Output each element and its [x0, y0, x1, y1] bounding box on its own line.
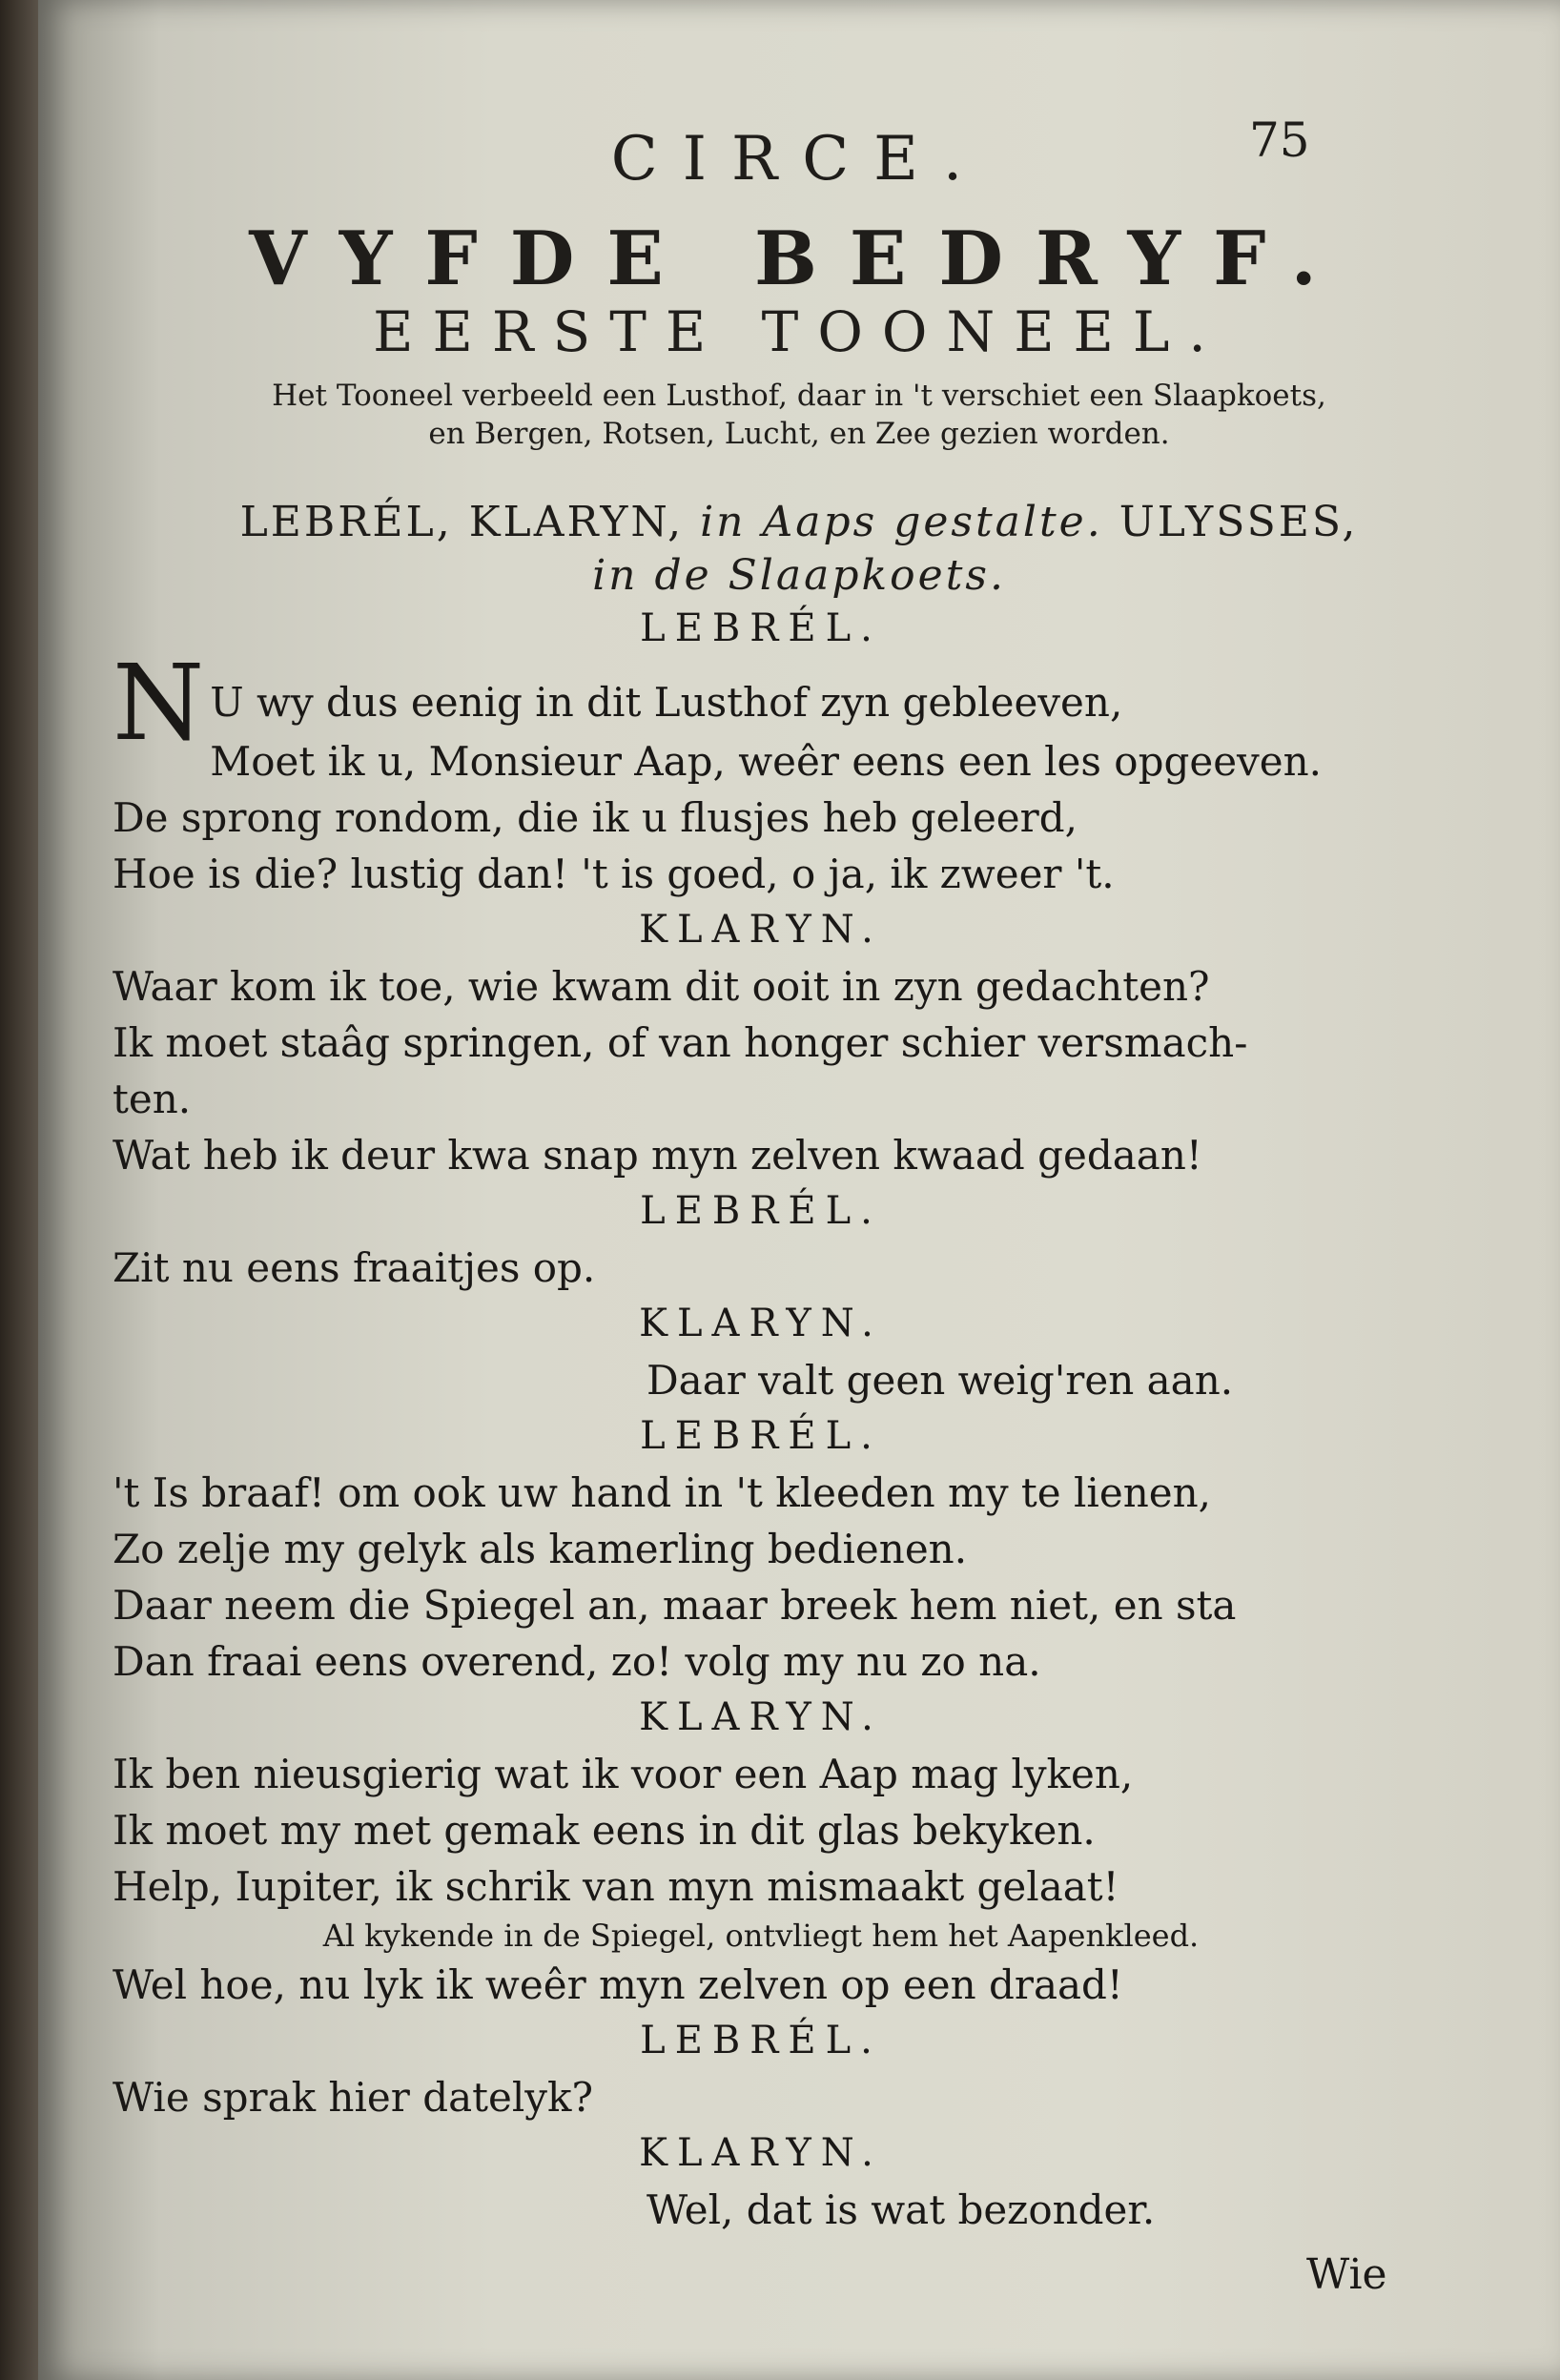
verse-line: Dan fraai eens overend, zo! volg my nu zo na. — [113, 1638, 1041, 1685]
catchword: Wie — [1306, 2250, 1387, 2299]
verse-line: Waar kom ik toe, wie kwam dit ooit in zyn gedachten? — [113, 963, 1210, 1010]
cast-note-2: in de Slaapkoets. — [592, 551, 1006, 600]
verse-line: Daar valt geen weig'ren aan. — [647, 1357, 1234, 1404]
book-spine — [0, 0, 38, 2380]
play-text — [113, 601, 1409, 2238]
verse-line: Help, Iupiter, ik schrik van myn mismaakt gelaat! — [113, 1863, 1119, 1910]
speaker-name: KLARYN. — [639, 1302, 883, 1345]
verse-line: Hoe is die? lustig dan! 't is goed, o ja, ik zweer 't. — [113, 851, 1115, 897]
verse-line: De sprong rondom, die ik u flusjes heb geleerd, — [113, 794, 1078, 841]
verse-line: Wel hoe, nu lyk ik weêr myn zelven op een draad! — [113, 1961, 1123, 2008]
verse-line: 't Is braaf! om ook uw hand in 't kleeden my te lienen, — [113, 1469, 1212, 1516]
running-title: CIRCE. — [610, 124, 988, 195]
scene-description-line: en Bergen, Rotsen, Lucht, en Zee gezien worden. — [428, 417, 1170, 451]
cast-note: in Aaps gestalte. — [700, 498, 1103, 546]
cast-names: LEBRÉL, KLARYN, — [239, 498, 685, 546]
verse-line: Daar neem die Spiegel an, maar breek hem niet, en sta — [113, 1582, 1237, 1629]
page-number: 75 — [1249, 113, 1310, 168]
speaker-name: LEBRÉL. — [640, 1414, 882, 1458]
act-heading: VYFDE BEDRYF. — [249, 215, 1349, 302]
speaker-name: KLARYN. — [639, 2131, 883, 2175]
stage-direction: Al kykende in de Spiegel, ontvliegt hem het Aapenkleed. — [322, 1918, 1200, 1954]
scene-description — [38, 377, 1560, 453]
speaker-name: KLARYN. — [639, 908, 883, 952]
speaker-name: LEBRÉL. — [640, 606, 882, 650]
speaker-name: LEBRÉL. — [640, 2019, 882, 2062]
cast-list — [38, 496, 1560, 603]
cast-name-ulysses: ULYSSES, — [1119, 498, 1359, 546]
verse-line: Ik ben nieusgierig wat ik voor een Aap mag lyken, — [113, 1751, 1134, 1797]
verse-line: Wel, dat is wat bezonder. — [647, 2186, 1156, 2233]
verse-line: Zo zelje my gelyk als kamerling bedienen. — [113, 1526, 968, 1572]
scene-heading: EERSTE TOONEEL. — [373, 299, 1225, 364]
verse-line-text: U wy dus eenig in dit Lusthof zyn gebleeven, — [210, 679, 1123, 726]
drop-cap: N — [113, 642, 205, 764]
verse-line: Ik moet staâg springen, of van honger schier versmach- — [113, 1019, 1248, 1066]
verse-line: Wie sprak hier datelyk? — [113, 2074, 593, 2121]
speaker-name: LEBRÉL. — [640, 1189, 882, 1233]
verse-line: Moet ik u, Monsieur Aap, weêr eens een les opgeeven. — [210, 738, 1323, 785]
verse-line: Zit nu eens fraaitjes op. — [113, 1244, 596, 1291]
speaker-name: KLARYN. — [639, 1695, 883, 1739]
verse-line: Ik moet my met gemak eens in dit glas bekyken. — [113, 1807, 1096, 1854]
scene-description-line: Het Tooneel verbeeld een Lusthof, daar in 't verschiet een Slaapkoets, — [272, 379, 1326, 413]
verse-line: Wat heb ik deur kwa snap myn zelven kwaad gedaan! — [113, 1132, 1202, 1179]
book-page — [38, 0, 1560, 2380]
verse-line: ten. — [113, 1076, 192, 1122]
